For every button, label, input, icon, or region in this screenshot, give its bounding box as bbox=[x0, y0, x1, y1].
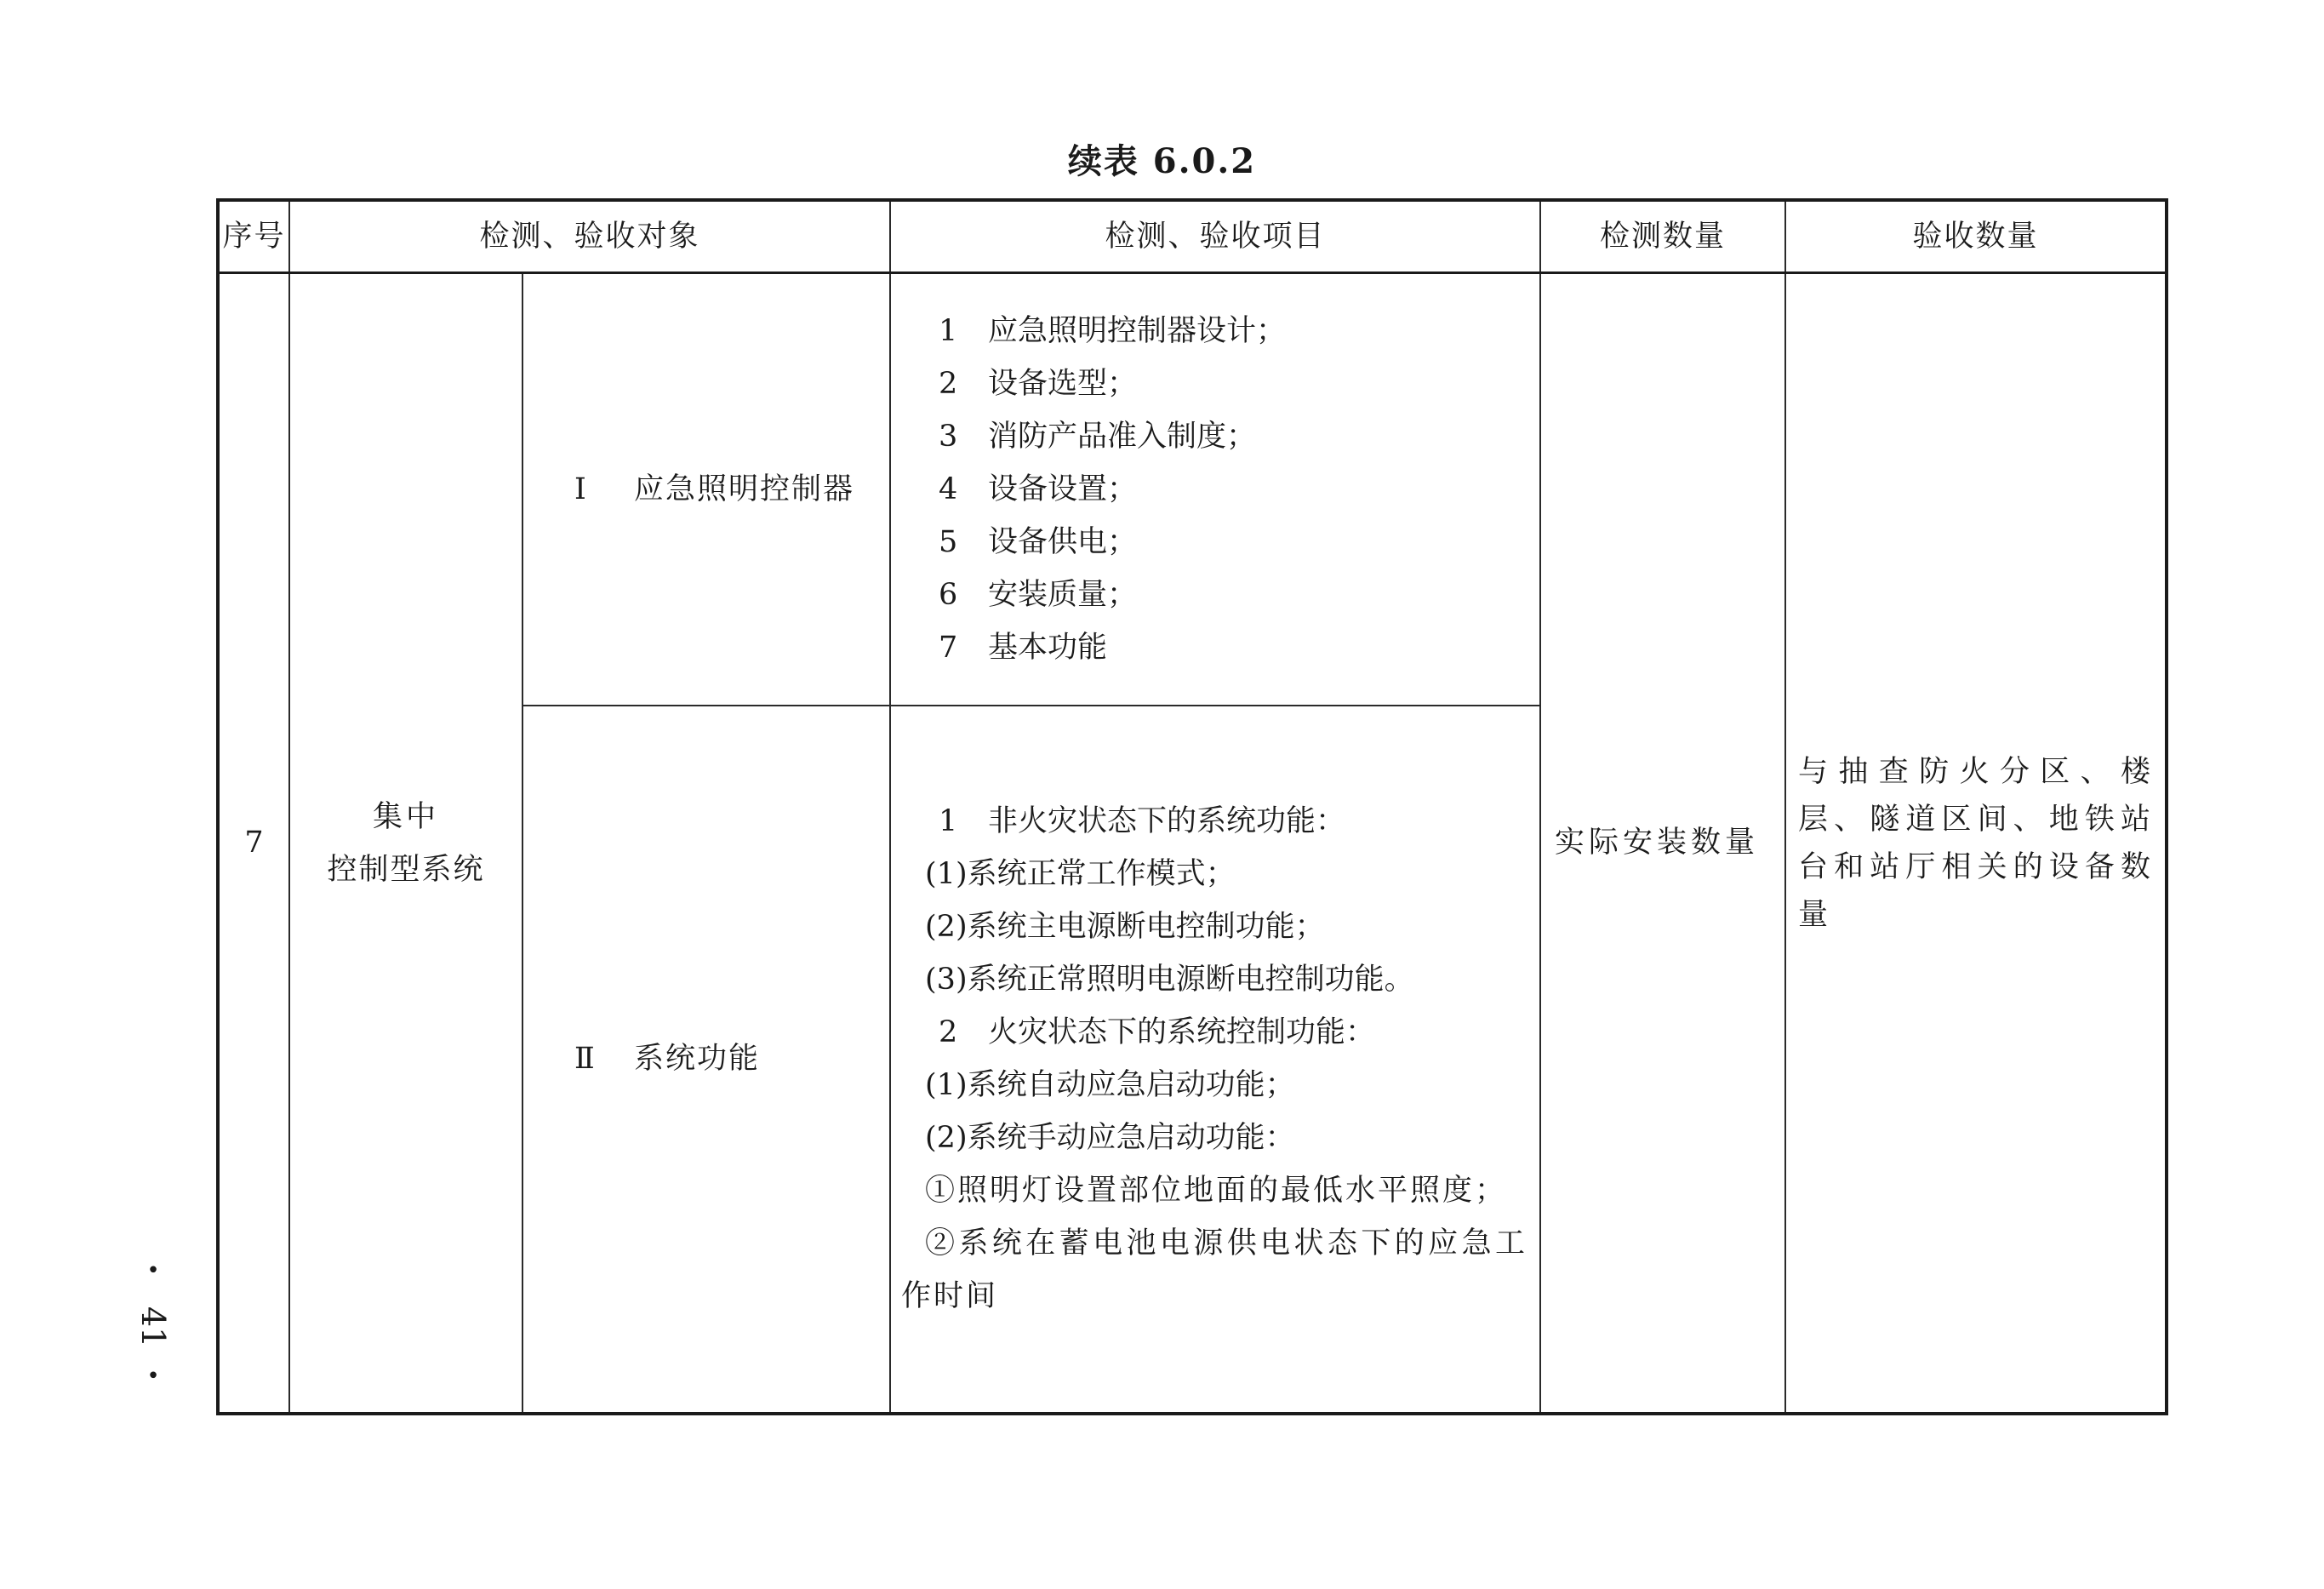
count-cell: 实际安装数量 bbox=[1540, 273, 1785, 1415]
object-cell bbox=[289, 273, 522, 1415]
subobject-cell-2 bbox=[522, 706, 890, 1415]
header-item: 检测、验收项目 bbox=[890, 200, 1540, 273]
item-sub-line: (1)系统正常工作模式； bbox=[925, 857, 1236, 892]
item-circled-line: ①照明灯设置部位地面的最低水平照度； bbox=[925, 1174, 1508, 1209]
item-line: 2 火灾状态下的系统控制功能： bbox=[939, 1015, 1376, 1050]
page-number-digits: 41 bbox=[134, 1306, 172, 1348]
table-caption: 续表 6.0.2 bbox=[1067, 141, 1257, 181]
page-number bbox=[136, 1260, 170, 1387]
header-count: 检测数量 bbox=[1540, 200, 1785, 273]
item-sub-line: (2)系统手动应急启动功能： bbox=[925, 1121, 1295, 1156]
item-line: 6 安装质量； bbox=[939, 577, 1138, 612]
subobject-cell-1 bbox=[522, 273, 890, 706]
object-line-2: 控制型系统 bbox=[327, 852, 485, 887]
item-line: 4 设备设置； bbox=[939, 472, 1138, 506]
item-line: 5 设备供电； bbox=[939, 524, 1138, 559]
header-object: 检测、验收对象 bbox=[289, 200, 890, 273]
items-cell-1 bbox=[890, 273, 1540, 706]
header-row bbox=[218, 200, 2167, 273]
seq-cell: 7 bbox=[218, 273, 289, 1415]
roman-numeral-1: Ⅰ bbox=[574, 472, 586, 506]
table-row bbox=[218, 273, 2167, 706]
page-dot-bottom: • bbox=[146, 1363, 160, 1389]
item-line: 1 非火灾状态下的系统功能： bbox=[939, 804, 1346, 839]
page-dot-top: • bbox=[146, 1258, 160, 1283]
item-circled-line: ②系统在蓄电池电源供电状态下的应急工作时间 bbox=[901, 1226, 1528, 1314]
roman-numeral-2: Ⅱ bbox=[574, 1042, 595, 1077]
header-accept: 验收数量 bbox=[1785, 200, 2167, 273]
object-line-1: 集中 bbox=[372, 799, 439, 834]
subobject-label-2: 系统功能 bbox=[634, 1042, 761, 1077]
items-cell-2 bbox=[890, 706, 1540, 1415]
item-line: 7 基本功能 bbox=[939, 630, 1108, 665]
header-seq: 序号 bbox=[218, 200, 289, 273]
subobject-label-1: 应急照明控制器 bbox=[634, 472, 855, 506]
item-sub-line: (3)系统正常照明电源断电控制功能。 bbox=[925, 963, 1414, 997]
item-line: 2 设备选型； bbox=[939, 366, 1138, 401]
inspection-table bbox=[216, 198, 2168, 1415]
item-sub-line: (2)系统主电源断电控制功能； bbox=[925, 910, 1325, 945]
item-line: 3 消防产品准入制度； bbox=[939, 419, 1257, 454]
item-line: 1 应急照明控制器设计； bbox=[939, 313, 1287, 348]
item-sub-line: (1)系统自动应急启动功能； bbox=[925, 1068, 1295, 1103]
accept-cell: 与抽查防火分区、楼层、隧道区间、地铁站台和站厅相关的设备数量 bbox=[1785, 273, 2167, 1415]
